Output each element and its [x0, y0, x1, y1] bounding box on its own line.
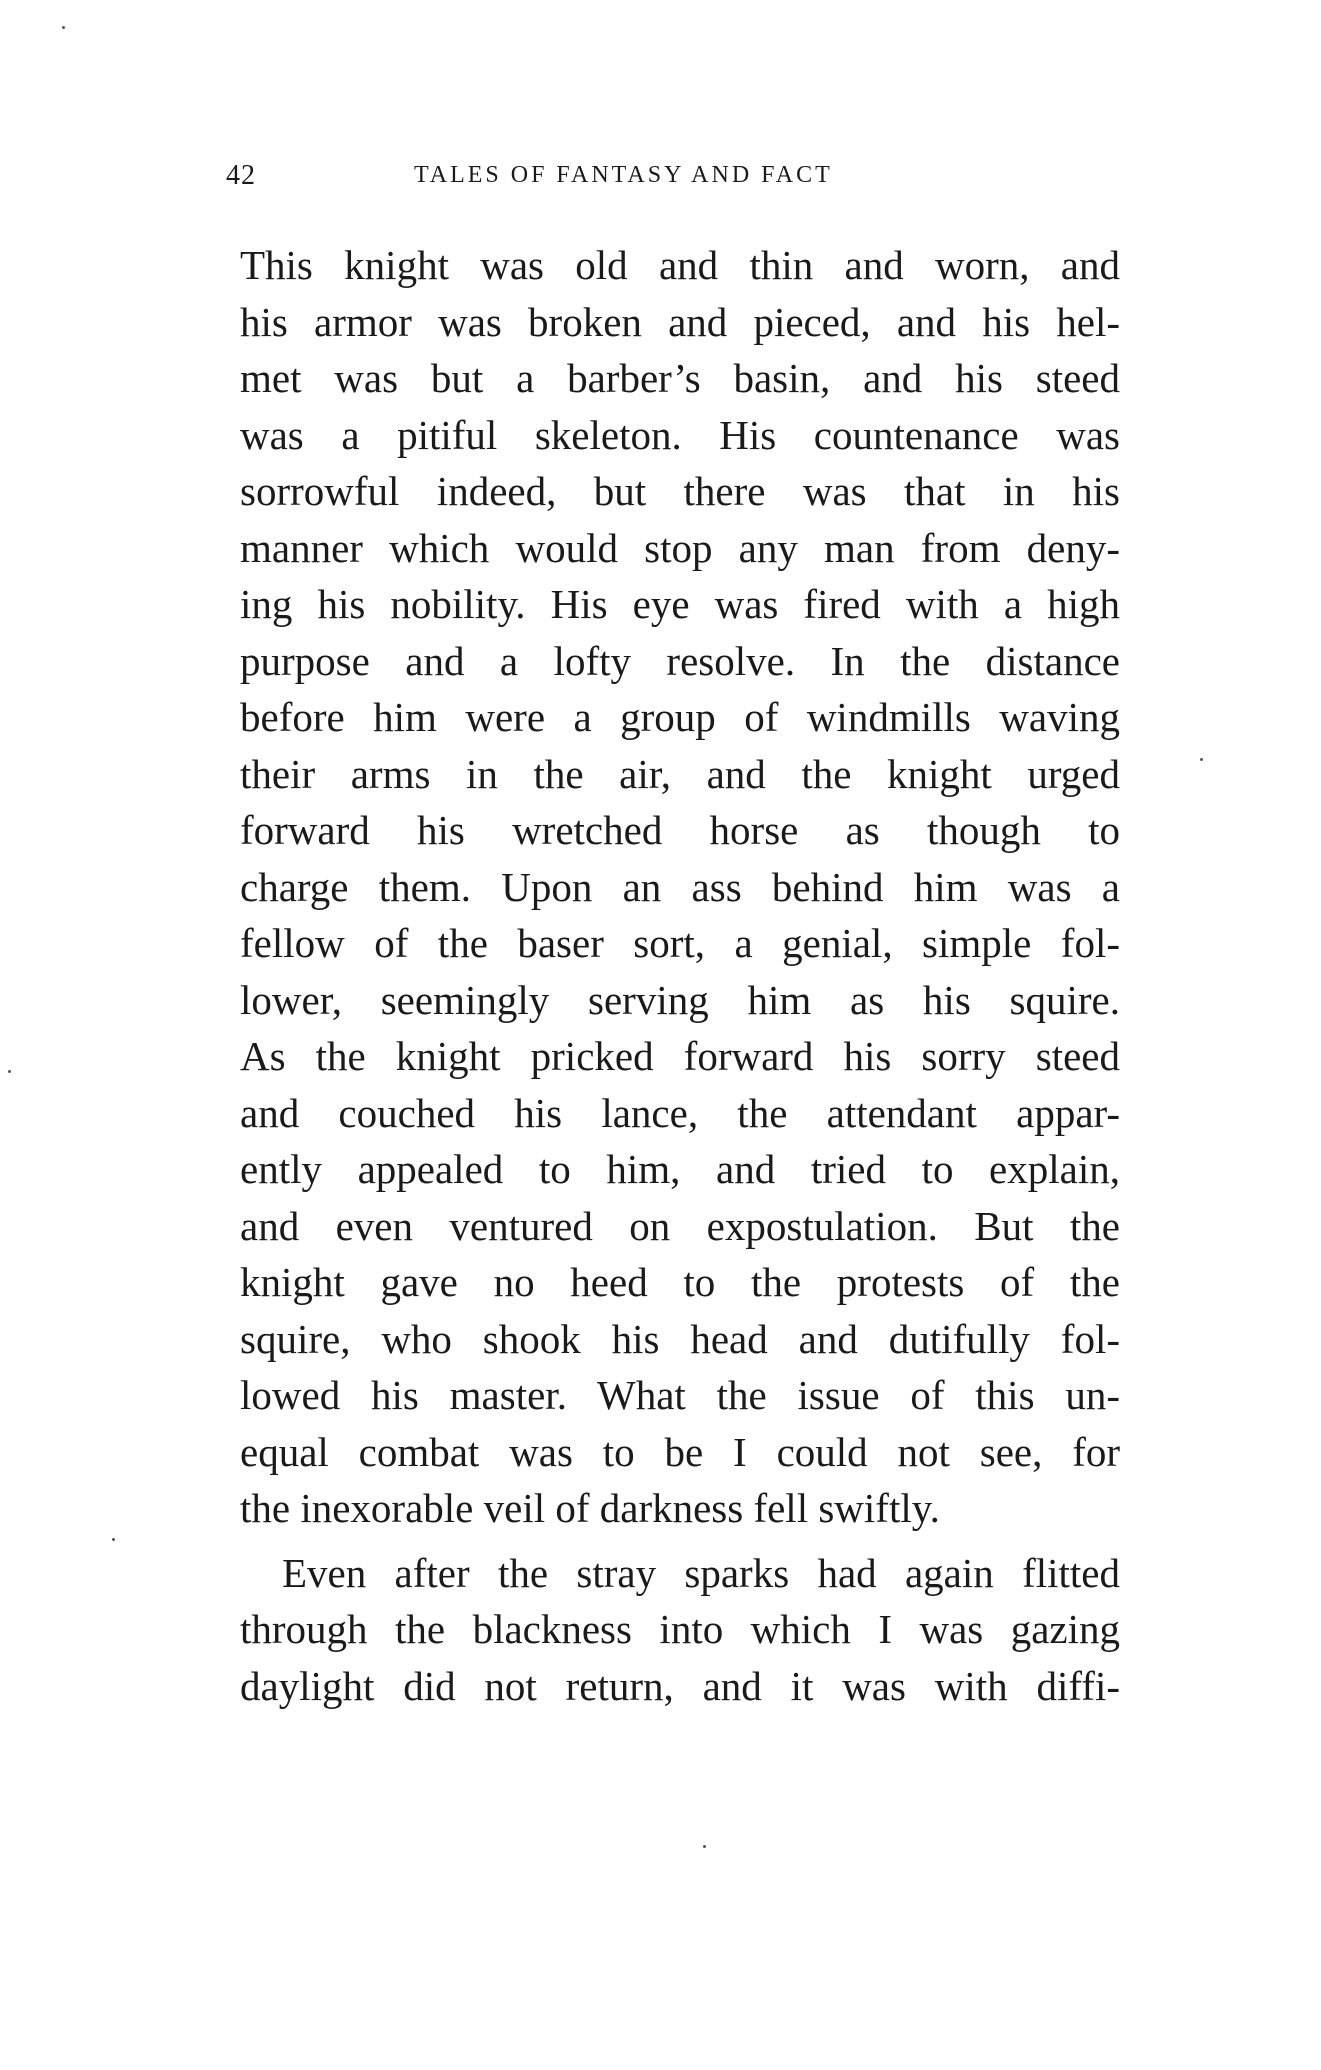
paragraph-gap	[240, 1537, 1120, 1545]
text-line: their arms in the air, and the knight urged	[240, 750, 1120, 797]
text-line: fellow of the baser sort, a genial, simple fol-	[240, 920, 1120, 966]
text-line: charge them. Upon an ass behind him was a	[240, 863, 1120, 910]
body-text	[240, 237, 1120, 1714]
paragraph-2	[240, 1545, 1120, 1715]
text-line: sorrowful indeed, but there was that in his	[240, 468, 1120, 514]
text-line: ing his nobility. His eye was fired with a high	[240, 581, 1120, 627]
text-line: and even ventured on expostulation. But the	[240, 1202, 1120, 1249]
paper-speck	[112, 1538, 115, 1541]
paper-speck	[62, 26, 65, 29]
text-line: squire, who shook his head and dutifully fol-	[240, 1315, 1120, 1362]
text-line: manner which would stop any man from deny-	[240, 524, 1120, 571]
paper-speck	[1200, 758, 1203, 761]
text-line: forward his wretched horse as though to	[240, 807, 1120, 853]
text-line: and couched his lance, the attendant appar-	[240, 1089, 1120, 1136]
text-line: through the blackness into which I was gazing	[240, 1606, 1120, 1652]
running-head	[226, 160, 1126, 200]
paragraph-1	[240, 237, 1120, 1537]
text-line: ently appealed to him, and tried to explain,	[240, 1146, 1120, 1192]
text-line: lowed his master. What the issue of this un-	[240, 1372, 1120, 1418]
text-line: This knight was old and thin and worn, and	[240, 242, 1120, 288]
page-number: 42	[226, 160, 256, 191]
text-line: before him were a group of windmills waving	[240, 694, 1120, 740]
text-line: daylight did not return, and it was with diffi-	[240, 1662, 1120, 1709]
text-line: Even after the stray sparks had again flitted	[282, 1549, 1120, 1596]
paper-speck	[8, 1070, 11, 1073]
running-title: TALES OF FANTASY AND FACT	[414, 162, 833, 188]
paper-speck	[703, 1845, 706, 1848]
text-line: purpose and a lofty resolve. In the distance	[240, 637, 1120, 684]
text-line: the inexorable veil of darkness fell swiftly.	[240, 1485, 940, 1531]
text-line: met was but a barber’s basin, and his steed	[240, 355, 1120, 401]
text-line: equal combat was to be I could not see, for	[240, 1428, 1120, 1475]
text-line: As the knight pricked forward his sorry steed	[240, 1033, 1120, 1079]
text-line: knight gave no heed to the protests of the	[240, 1259, 1120, 1305]
text-line: his armor was broken and pieced, and his hel-	[240, 298, 1120, 345]
text-line: was a pitiful skeleton. His countenance was	[240, 411, 1120, 458]
text-line: lower, seemingly serving him as his squire.	[240, 976, 1120, 1023]
